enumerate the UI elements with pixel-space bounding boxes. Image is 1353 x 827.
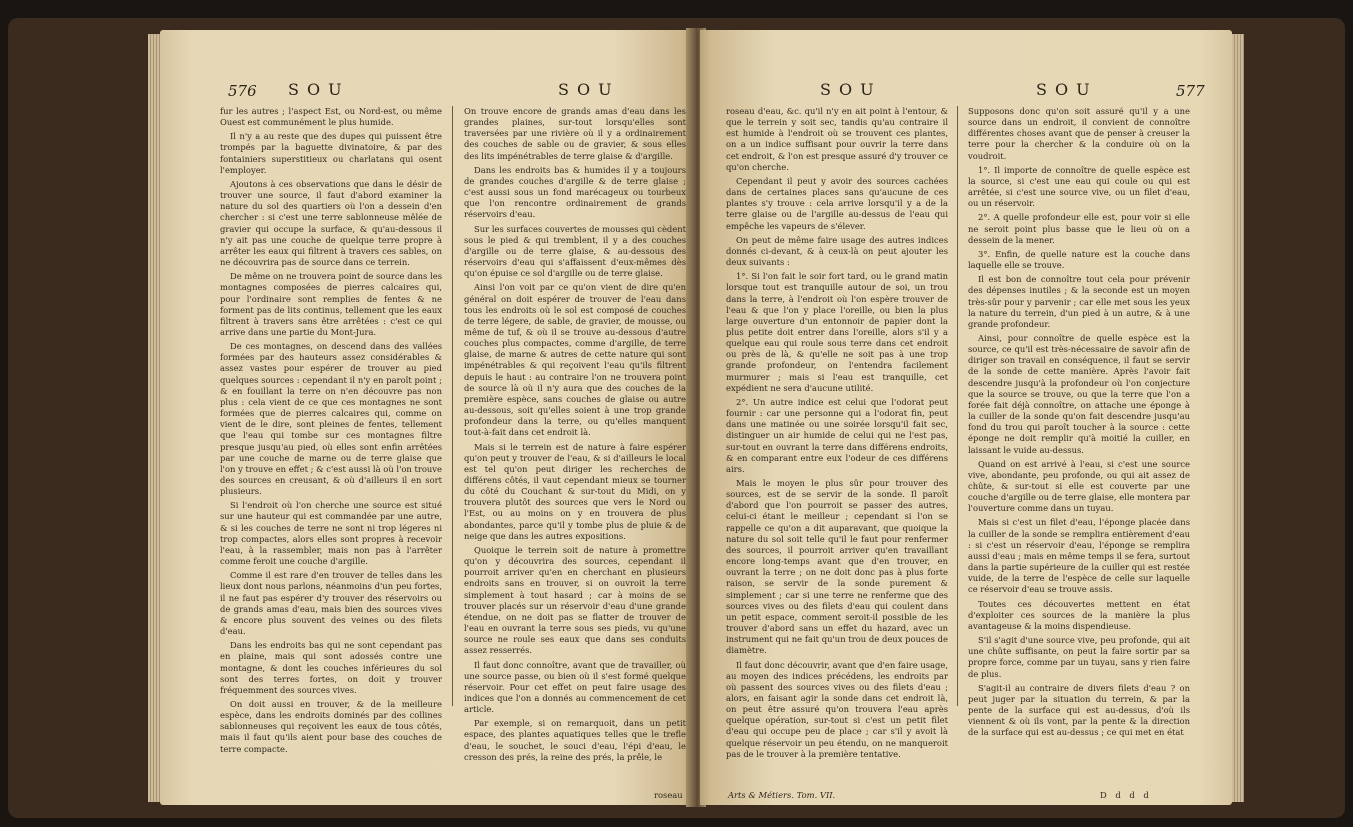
running-head-left-1: SOU: [288, 80, 350, 99]
paragraph: Mais si c'est un filet d'eau, l'éponge placée dans la cuiller de la sonde se remplira entièrement d'eau : si c'est un réservoir d'eau, l'éponge se remplira aussi d'eau ; mais en même temps il se fera, surtout dans la partie supérieure de la cuiller qui est restée vuide, de la terre de l'espèce de celle sur laquelle ce réservoir d'eau se trouve assis.: [968, 517, 1190, 595]
paragraph: Ajoutons à ces observations que dans le désir de trouver une source, il faut d'abord examiner la nature du sol des quartiers où l'on a dessein d'en chercher : si c'est une terre sablonneuse mêlée de gravier qui occupe la surface, & qu'au-dessous il n'y ait pas une couche de quelque terre propre à arrêter les eaux qui filtrent à travers ces sables, on ne découvrira pas de source dans ce terrein.: [220, 178, 442, 268]
paragraph: Sur les surfaces couvertes de mousses qui cèdent sous le pied & qui tremblent, il y a des couches d'argille ou de terre glaise, & au-dessous des réservoirs d'eau qui s'affaissent d'eux-mêmes dès qu'on épuise ce sol d'argille ou de terre glaise.: [464, 223, 686, 279]
paragraph: Il n'y a au reste que des dupes qui puissent être trompés par la baguette divinatoire, & par des fontainiers superstitieux ou charlatans qui osent l'employer.: [220, 131, 442, 175]
paragraph: fur les autres ; l'aspect Est, ou Nord-est, ou même Ouest est communément le plus humide.: [220, 106, 442, 128]
paragraph: 2°. A quelle profondeur elle est, pour voir si elle ne seroit point plus basse que le lieu où on a dessein de la mener.: [968, 212, 1190, 245]
page-number-right: 577: [1176, 82, 1205, 100]
paragraph: Dans les endroits bas qui ne sont cependant pas en plaine, mais qui sont adossés contre une montagne, & dont les couches inférieures du sol sont des terres fortes, on doit y trouver fréquemment des sources vives.: [220, 640, 442, 695]
paragraph: Dans les endroits bas & humides il y a toujours de grandes couches d'argille & de terre glaise ; c'est aussi sous un fond marécageux ou tourbeux que l'on rencontre ordinairement de grands réservoirs d'eau.: [464, 164, 686, 220]
paragraph: De ces montagnes, on descend dans des vallées formées par des hauteurs assez considérables & assez vastes pour espérer de trouver au pied quelques sources : cependant il n'y en paroît point ; & en fouillant la terre on n'en découvre pas non plus : cela vient de ce que ces montagnes ne sont formées que de pierres calcaires qui, comme on vient de le dire, sont pleines de fentes, tellement que l'eau qui tombe sur ces montagnes filtre presque jusqu'au pied, où elles sont enfin arrêtées par une couche de marne ou de terre glaise que l'on y trouve en effet ; & c'est aussi là où l'on trouve des sources en creusant, & où d'ailleurs il en sort plusieurs.: [220, 341, 442, 497]
running-head-right-1: SOU: [820, 80, 882, 99]
paragraph: 1°. Il importe de connoître de quelle espèce est la source, si c'est une eau qui coule ou qui est arrêtée, si c'est une source vive, ou un filet d'eau, ou un réservoir.: [968, 164, 1190, 209]
left-page-column-1: [220, 106, 442, 805]
right-page-edges: [1232, 34, 1244, 802]
paragraph: Il faut donc découvrir, avant que d'en faire usage, au moyen des indices précédens, les endroits par où passent des sources vives ou des filets d'eau ; alors, en faisant agir la sonde dans cet endroit là, on peut être assuré qu'on trouvera l'eau après quelque opération, sur-tout si c'est un petit filet d'eau qui occupe peu de place ; car s'il y avoit là quelque réservoir un peu étendu, on ne manqueroit pas de le trouver à la première tentative.: [726, 659, 948, 759]
paragraph: S'il s'agit d'une source vive, peu profonde, qui ait une chûte suffisante, on peut la faire sortir par sa propre force, comme par un tuyau, sans y rien faire de plus.: [968, 635, 1190, 679]
left-page-column-2: [464, 106, 686, 805]
paragraph: Ainsi l'on voit par ce qu'on vient de dire qu'en général on doit espérer de trouver de l'eau dans tous les endroits où le sol est composé de couches de terre légere, de sable, de gravier, de mousse, ou même de tuf, & où il se trouve au-dessous d'autre couches plus compactes, comme d'argille, de terre glaise, de marne & autres de cette nature qui sont impénétrables & qui reçoivent l'eau qu'ils filtrent depuis le haut : au contraire l'on ne trouvera point de source là où il n'y aura que des couches de la première espèce, sans couches de glaise ou autre au-dessous, soit qu'elles soient à une trop grande profondeur dans la terre, ou qu'elles manquent tout-à-fait dans cet endroit là.: [464, 282, 686, 438]
paragraph: Mais si le terrein est de nature à faire espérer qu'on peut y trouver de l'eau, & si d'ailleurs le local est tel qu'on peut diriger les recherches de différens côtés, il vaut cependant mieux se tourner du côté du Couchant & sur-tout du Midi, on y trouvera plutôt des sources que vers le Nord ou l'Est, ou au moins on y en trouvera de plus abondantes, parce qu'il y tombe plus de pluie & de neige que dans les autres expositions.: [464, 441, 686, 541]
right-page-column-1: [726, 106, 948, 805]
paragraph: Si l'endroit où l'on cherche une source est situé sur une hauteur qui est commandée par une autre, & si les couches de terre ne sont ni trop légeres ni trop compactes, alors elles sont propres à recevoir l'eau, à la rassembler, mais non pas à l'arrêter comme feroit une couche d'argille.: [220, 500, 442, 567]
paragraph: 2°. Un autre indice est celui que l'odorat peut fournir : car une personne qui a l'odorat fin, peut dans une matinée ou une soirée lorsqu'il fait sec, distinguer un air humide de celui qui ne l'est pas, sur-tout en ouvrant la terre dans différens endroits, & en comparant entre eux l'odeur de ces différens airs.: [726, 396, 948, 474]
paragraph: S'agit-il au contraire de divers filets d'eau ? on peut juger par la situation du terrein, & par la pente de la surface qui est au-dessus, d'où ils viennent & où ils vont, par la pente & la direction de la surface qui est au-dessus ; ce qui met en état: [968, 682, 1190, 738]
paragraph: Quand on est arrivé à l'eau, si c'est une source vive, abondante, peu profonde, ou qui ait assez de chûte, & sur-tout si elle est couverte par une couche d'argille ou de terre glaise, elle montera par l'ouverture comme dans un tuyau.: [968, 458, 1190, 514]
left-page: [160, 30, 692, 805]
running-head-left-2: SOU: [558, 80, 620, 99]
paragraph: Ainsi, pour connoître de quelle espèce est la source, ce qu'il est très-nécessaire de savoir afin de diriger son travail en conséquence, il faut se servir de la sonde de cette manière. Après l'avoir fait descendre jusqu'à la profondeur où l'on conjecture que la source se trouve, ou que la terre que l'on a forée fait déjà connoître, on attache une éponge à la cuiller de la sonde qu'on fait descendre jusqu'au fond du trou qui paroît toucher à la source : cette éponge ne doit remplir qu'à moitié la cuiller, en laissant le vuide au-dessus.: [968, 332, 1190, 455]
paragraph: Il faut donc connoître, avant que de travailler, où une source passe, ou bien où il s'est formé quelque réservoir. Pour cet effet on peut faire usage des indices que l'on a donnés au commencement de cet article.: [464, 659, 686, 715]
paragraph: De même on ne trouvera point de source dans les montagnes composées de pierres calcaires qui, pour l'ordinaire sont remplies de fentes & ne forment pas de lits continus, tellement que les eaux filtrent à travers sans être arrêtées : c'est ce qui arrive dans une partie du Mont-Jura.: [220, 271, 442, 337]
catchword: roseau: [654, 790, 683, 800]
paragraph: 1°. Si l'on fait le soir fort tard, ou le grand matin lorsque tout est tranquille autour de soi, un trou dans la terre, à l'endroit où l'on espère trouver de l'eau & que l'on y place l'oreille, ou bien la plus large ouverture d'un entonnoir de papier dont la plus petite doit entrer dans l'oreille, alors s'il y a quelque eau qui roule sous terre dans cet endroit ou près de là, & qu'elle ne soit pas à une trop grande profondeur, on l'entendra facilement murmurer ; mais si l'eau est tranquille, cet expédient ne sera d'aucune utilité.: [726, 271, 948, 393]
paragraph: Comme il est rare d'en trouver de telles dans les lieux dont nous parlons, néanmoins d'un peu fortes, il ne faut pas espérer d'y trouver des réservoirs ou de grands amas d'eau, mais bien des sources vives & encore plus souvent des veines ou des filets d'eau.: [220, 570, 442, 637]
signature-mark: D d d d: [1100, 790, 1152, 800]
paragraph: Mais le moyen le plus sûr pour trouver des sources, est de se servir de la sonde. Il paroît d'abord que l'on pourroit se passer des autres, celui-ci étant le meilleur ; cependant si l'on se rappelle ce qu'on a dit auparavant, que quoique la nature du sol soit telle qu'il le faut pour renfermer des sources, il pourroit arriver qu'en travaillant encore long-temps avant que d'en trouver, en ouvrant la terre ; on ne doit donc pas à plus forte raison, se servir de la sonde purement & simplement ; car si une terre ne renferme que des sources vives ou des filets d'eau qui coulent dans un petit espace, comment seroit-il possible de les trouver d'abord sans un effet du hazard, avec un instrument qui ne fait qu'un trou de deux pouces de diamètre.: [726, 478, 948, 656]
paragraph: 3°. Enfin, de quelle nature est la couche dans laquelle elle se trouve.: [968, 248, 1190, 271]
paragraph: Cependant il peut y avoir des sources cachées dans de certaines places sans qu'aucune de ces plantes s'y trouve : cela arrive lorsqu'il y a de la terre glaise ou de l'argille au-dessus de l'eau qui empêche les vapeurs de s'élever.: [726, 175, 948, 231]
volume-footer: Arts & Métiers. Tom. VII.: [728, 790, 836, 800]
paragraph: On doit aussi en trouver, & de la meilleure espèce, dans les endroits dominés par des collines sablonneuses qui reçoivent les eaux de tous côtés, mais il faut qu'ils aient pour base des couches de terre compacte.: [220, 698, 442, 754]
column-rule-left: [452, 106, 453, 706]
paragraph: On trouve encore de grands amas d'eau dans les grandes plaines, sur-tout lorsqu'elles sont traversées par une rivière où il y a ordinairement des couches de sable ou de gravier, & sous elles des lits impénétrables de terre glaise & d'argille.: [464, 106, 686, 161]
paragraph: Par exemple, si on remarquoit, dans un petit espace, des plantes aquatiques telles que le trefle d'eau, le souchet, le souci d'eau, l'épi d'eau, le cresson des prés, la reine des prés, la prêle, le: [464, 718, 686, 762]
paragraph: Supposons donc qu'on soit assuré qu'il y a une source dans un endroit, il convient de connoître différentes choses avant que de penser à creuser la terre pour la chercher & la conduire où on la voudroit.: [968, 106, 1190, 161]
column-rule-right: [957, 106, 958, 706]
paragraph: Toutes ces découvertes mettent en état d'exploiter ces sources de la manière la plus avantageuse & la moins dispendieuse.: [968, 598, 1190, 631]
right-page: [700, 30, 1232, 805]
paragraph: roseau d'eau, &c. qu'il n'y en ait point à l'entour, & que le terrein y soit sec, tandis qu'au contraire il est humide à l'endroit où se trouvent ces plantes, on a un indice suffisant pour ouvrir la terre dans cet endroit, & l'on est presque assuré d'y trouver ce qu'on cherche.: [726, 106, 948, 172]
left-page-edges: [148, 34, 160, 802]
running-head-right-2: SOU: [1036, 80, 1098, 99]
paragraph: Il est bon de connoître tout cela pour prévenir des dépenses inutiles ; & la seconde est un moyen très-sûr pour y parvenir ; car elle met sous les yeux la nature du terrein, d'un pied à un autre, & à une grande profondeur.: [968, 274, 1190, 329]
paragraph: On peut de même faire usage des autres indices donnés ci-devant, & à ceux-là on peut ajouter les deux suivants :: [726, 234, 948, 268]
paragraph: Quoique le terrein soit de nature à promettre qu'on y découvrira des sources, cependant il pourroit arriver qu'en en cherchant en plusieurs endroits sans en trouver, si on ouvroit la terre simplement à tout hasard ; car à moins de se trouver placés sur un réservoir d'eau d'une grande étendue, on ne doit pas se flatter de trouver de l'eau en ouvrant la terre sous ses pieds, vu qu'une source ne roule ses eaux que dans ses conduits assez resserrés.: [464, 544, 686, 656]
page-number-left: 576: [228, 82, 257, 100]
right-page-column-2: [968, 106, 1190, 805]
